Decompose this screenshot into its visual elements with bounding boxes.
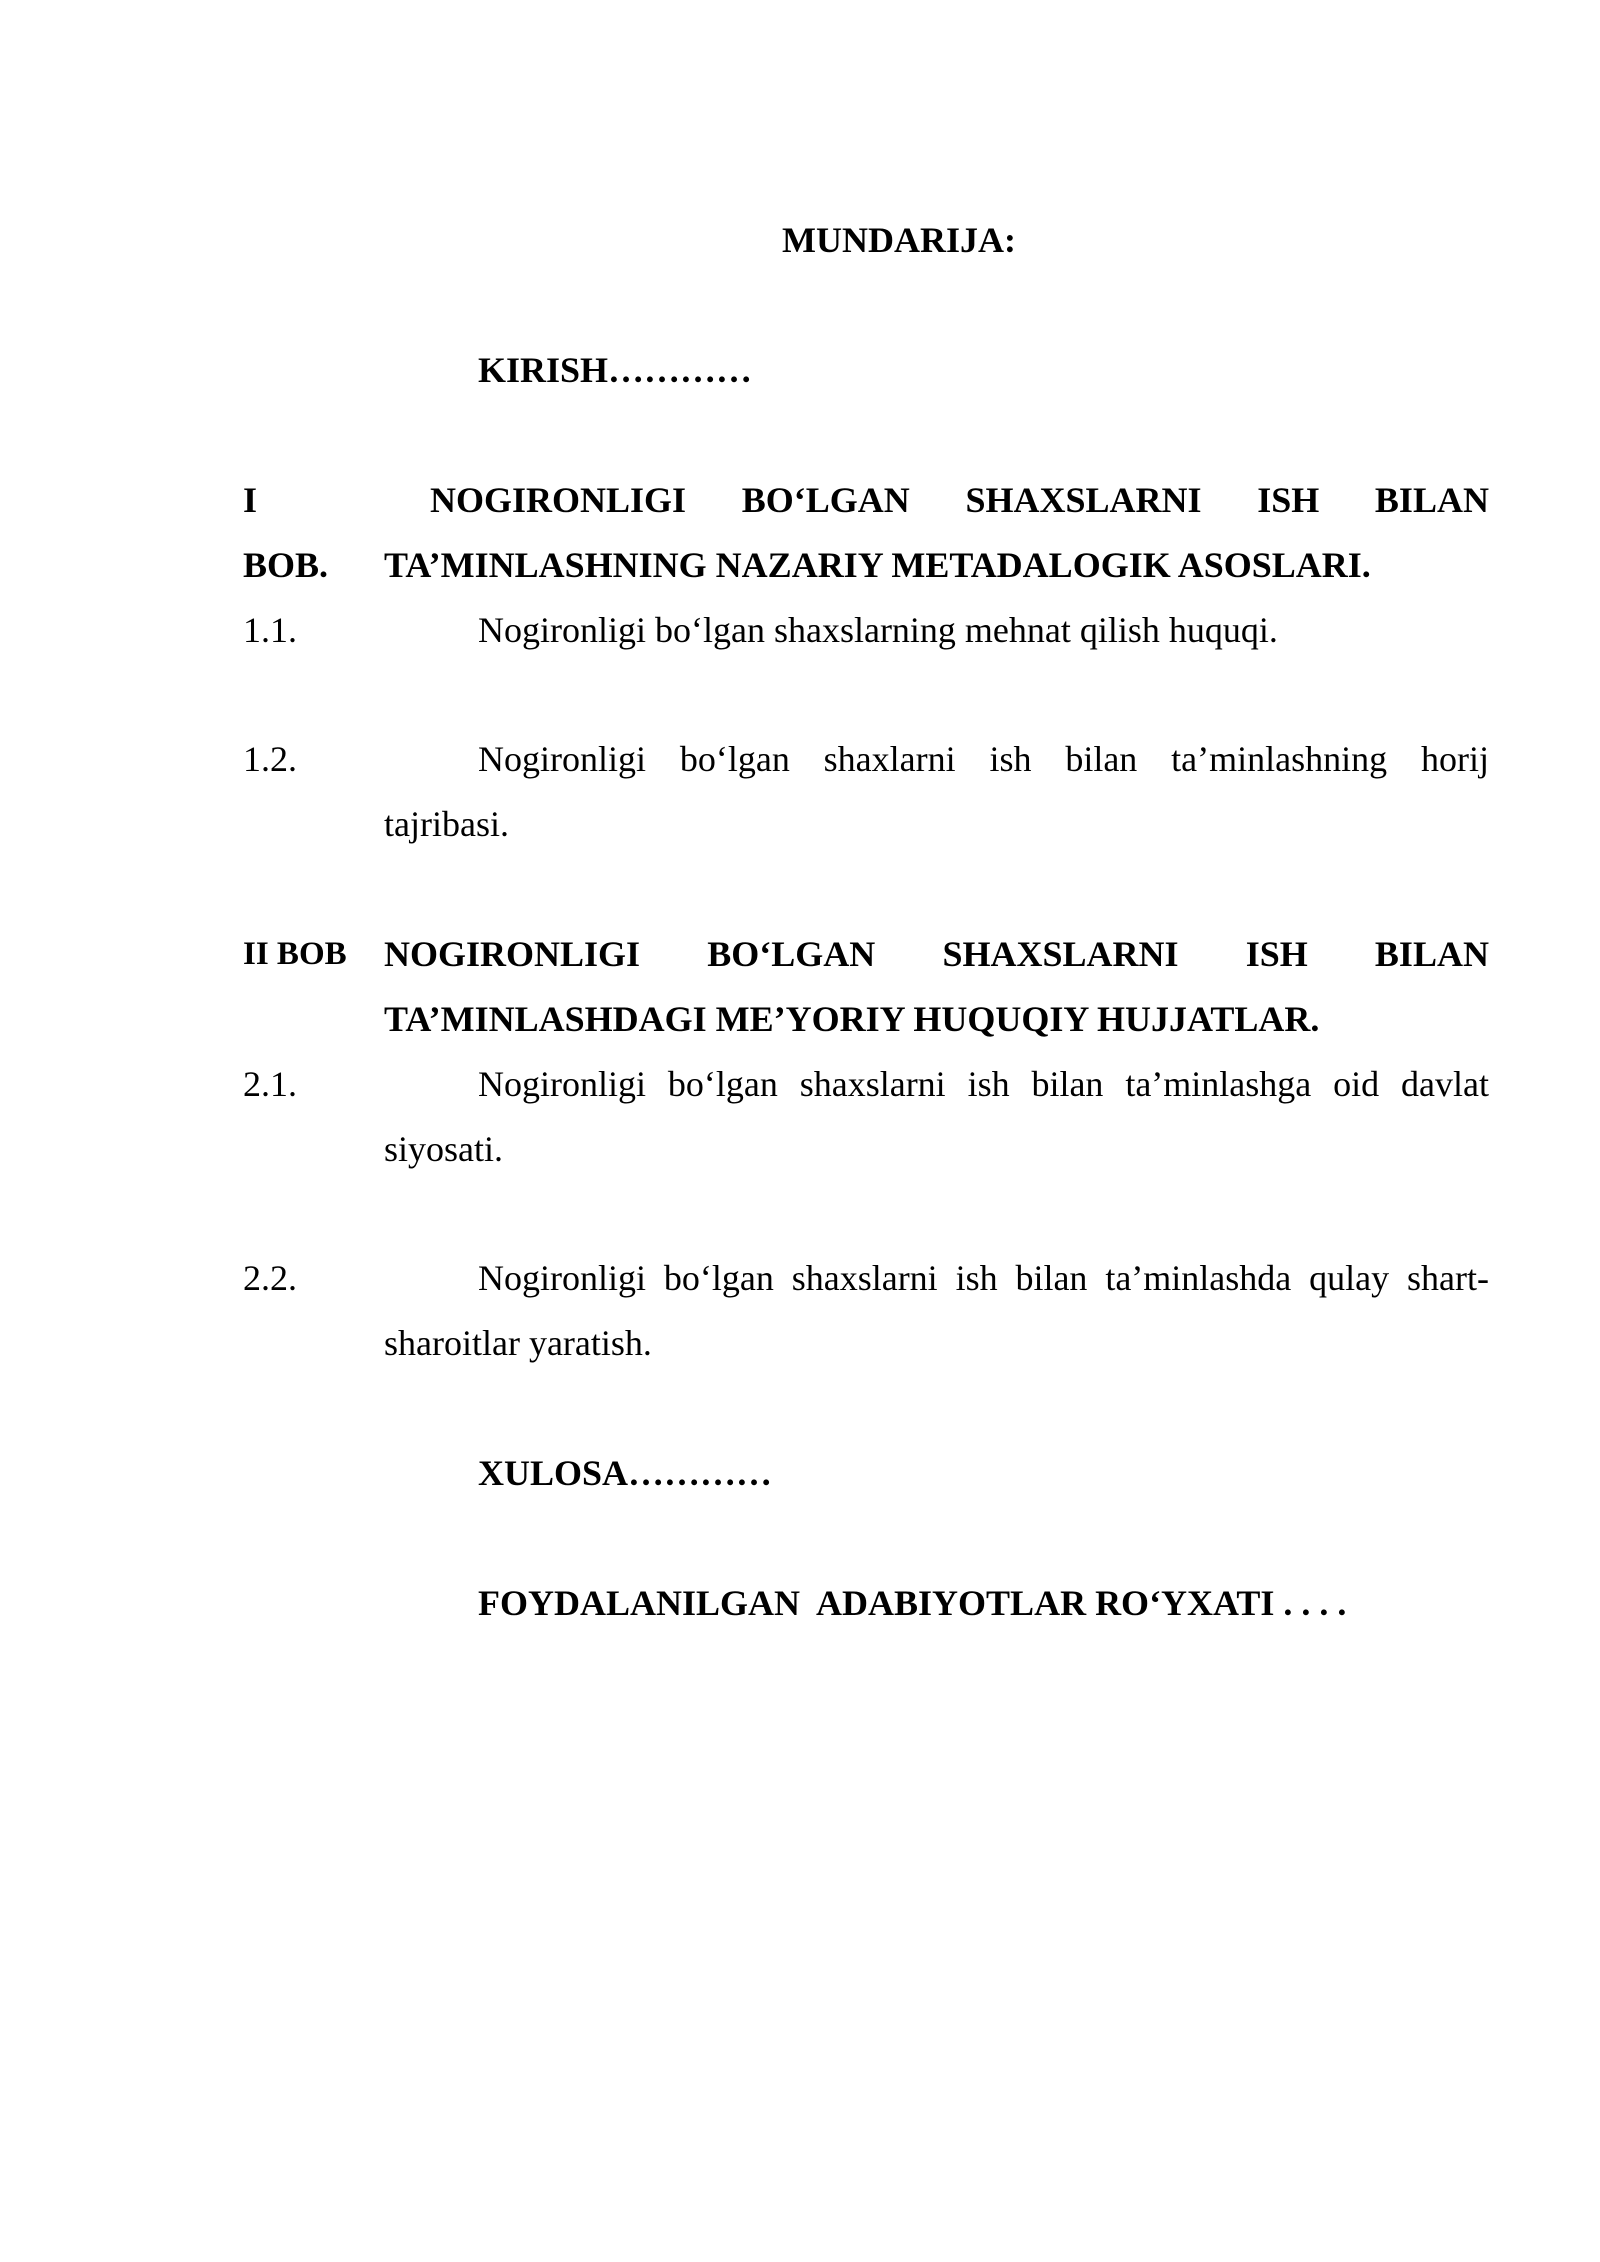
section-title-line2: tajribasi.: [384, 804, 509, 844]
section-word: bo‘lgan: [667, 1064, 778, 1104]
section-word: bo‘lgan: [663, 1258, 774, 1298]
section-word: bilan: [1015, 1258, 1088, 1298]
section-word: oid: [1333, 1064, 1380, 1104]
section-word: horij: [1420, 739, 1489, 779]
section-word: bilan: [1031, 1064, 1104, 1104]
section-word: shaxslarni: [791, 1258, 938, 1298]
section-title-line1: [478, 1062, 1489, 1106]
chapter2-title-line1: [384, 932, 1489, 976]
section-word: bo‘lgan: [679, 739, 790, 779]
section-word: ish: [967, 1064, 1010, 1104]
section-word: ta’minlashning: [1171, 739, 1388, 779]
section-title-line2: siyosati.: [384, 1129, 504, 1169]
section-word: Nogironligi: [478, 1258, 646, 1298]
section-word: ta’minlashda: [1105, 1258, 1292, 1298]
chapter1-title-word: ISH: [1257, 480, 1320, 520]
chapter2-title-word: SHAXSLARNI: [942, 934, 1179, 974]
section-word: shart-: [1407, 1258, 1489, 1298]
chapter1-title-word: NOGIRONLIGI: [430, 480, 687, 520]
chapter1-title-line2: TA’MINLASHNING NAZARIY METADALOGIK ASOSLARI.: [384, 545, 1371, 585]
chapter2-title-line2: TA’MINLASHDAGI ME’YORIY HUQUQIY HUJJATLAR.: [384, 999, 1320, 1039]
toc-title: MUNDARIJA:: [782, 220, 1016, 260]
section-number: 2.2.: [243, 1258, 297, 1298]
section-word: shaxlarni: [823, 739, 956, 779]
section-word: ish: [989, 739, 1032, 779]
section-word: ta’minlashga: [1125, 1064, 1312, 1104]
section-number: 2.1.: [243, 1064, 297, 1104]
section-word: davlat: [1401, 1064, 1489, 1104]
section-title: Nogironligi bo‘lgan shaxslarning mehnat qilish huquqi.: [478, 610, 1278, 650]
toc-conclusion: XULOSA…………: [478, 1453, 773, 1493]
section-number: 1.1.: [243, 610, 297, 650]
chapter2-title-word: BO‘LGAN: [707, 934, 876, 974]
section-word: Nogironligi: [478, 739, 646, 779]
chapter1-title-line1: [430, 478, 1489, 522]
section-title-line1: [478, 1256, 1489, 1300]
section-title-line2: sharoitlar yaratish.: [384, 1323, 652, 1363]
chapter2-label: II BOB: [243, 936, 347, 972]
chapter1-title-word: SHAXSLARNI: [965, 480, 1202, 520]
section-title-line1: [478, 737, 1489, 781]
section-word: shaxslarni: [799, 1064, 946, 1104]
section-word: qulay: [1309, 1258, 1390, 1298]
chapter2-title-word: ISH: [1245, 934, 1308, 974]
section-number: 1.2.: [243, 739, 297, 779]
section-word: Nogironligi: [478, 1064, 646, 1104]
toc-references: FOYDALANILGAN ADABIYOTLAR RO‘YXATI . . . .: [478, 1583, 1347, 1623]
chapter2-title-word: BILAN: [1374, 934, 1489, 974]
toc-intro: KIRISH…………: [478, 350, 753, 390]
chapter1-label-line2: BOB.: [243, 545, 329, 585]
section-word: bilan: [1065, 739, 1138, 779]
chapter1-title-word: BILAN: [1374, 480, 1489, 520]
section-word: ish: [955, 1258, 998, 1298]
chapter1-label-line1: I: [243, 480, 258, 520]
chapter2-title-word: NOGIRONLIGI: [384, 934, 641, 974]
chapter1-title-word: BO‘LGAN: [741, 480, 910, 520]
